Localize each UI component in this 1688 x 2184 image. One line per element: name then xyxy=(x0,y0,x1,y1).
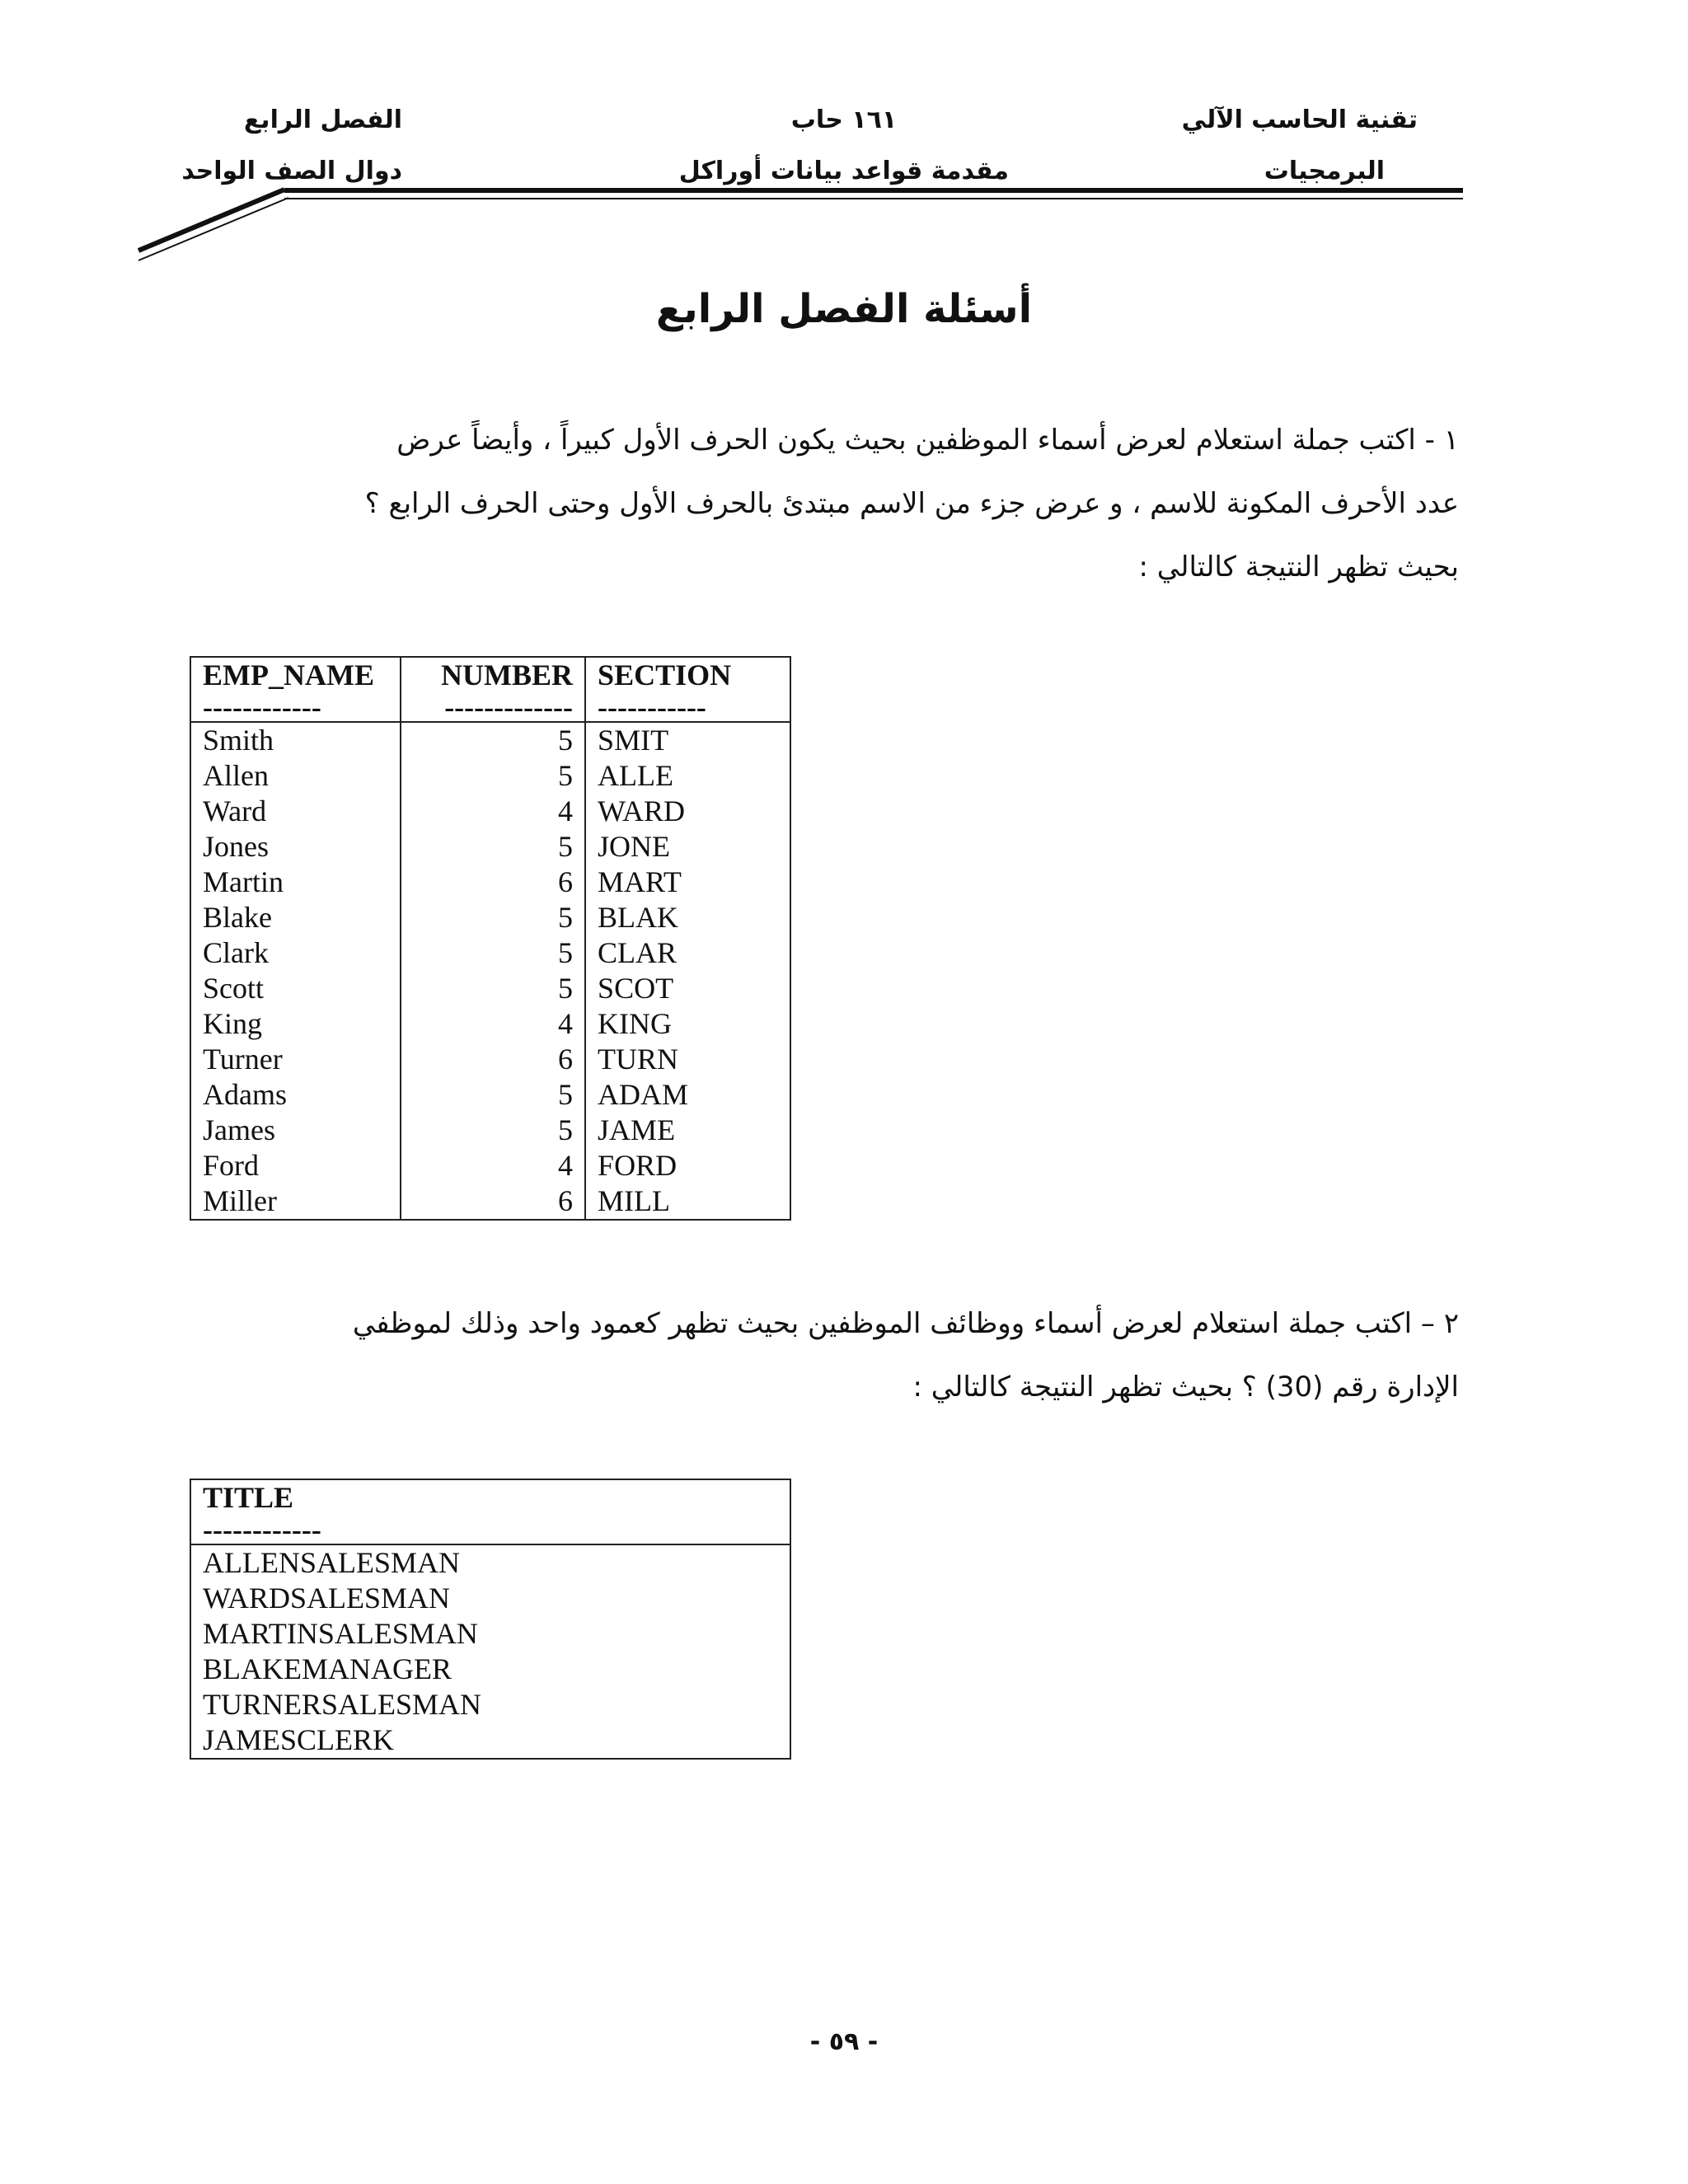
title-cell: TURNERSALESMAN xyxy=(203,1688,482,1721)
title-cell: BLAKEMANAGER xyxy=(203,1652,452,1685)
table-row xyxy=(190,1113,790,1148)
header-course-subtitle: البرمجيات xyxy=(1264,157,1385,185)
header-chapter: الفصل الرابع xyxy=(243,105,402,134)
number-cell: 5 xyxy=(401,1113,585,1148)
emp-name-cell: Blake xyxy=(203,901,272,934)
question-2 xyxy=(140,1292,1459,1419)
title-cell: MARTINSALESMAN xyxy=(203,1617,478,1650)
header-course-code: ١٦١ حاب xyxy=(790,105,898,134)
number-cell: 4 xyxy=(401,1148,585,1183)
emp-name-cell: Jones xyxy=(203,830,269,863)
column-dashes: ----------- xyxy=(585,693,790,722)
table-row xyxy=(190,935,790,971)
table-row xyxy=(190,971,790,1006)
section-cell: JAME xyxy=(585,1113,790,1148)
emp-name-cell: Ward xyxy=(203,794,267,827)
table-row xyxy=(190,1687,790,1722)
table-row xyxy=(190,865,790,900)
table-row xyxy=(190,1006,790,1042)
section-cell: BLAK xyxy=(585,900,790,935)
emp-name-cell: Adams xyxy=(203,1078,287,1111)
table-row xyxy=(190,1722,790,1759)
table-row xyxy=(190,900,790,935)
column-dashes: ------------ xyxy=(190,693,401,722)
section-cell: ALLE xyxy=(585,758,790,794)
emp-name-cell: King xyxy=(203,1007,262,1040)
question-1 xyxy=(140,409,1459,599)
section-cell: SCOT xyxy=(585,971,790,1006)
emp-name-cell: James xyxy=(203,1113,275,1146)
number-cell: 5 xyxy=(401,758,585,794)
section-cell: MART xyxy=(585,865,790,900)
emp-name-cell: Miller xyxy=(203,1184,277,1217)
table-row xyxy=(190,1581,790,1616)
table-row xyxy=(190,794,790,829)
title-cell: WARDSALESMAN xyxy=(203,1582,451,1615)
emp-name-cell: Martin xyxy=(203,865,284,898)
section-cell: MILL xyxy=(585,1183,790,1220)
page-number: - ٥٩ - xyxy=(809,2027,879,2056)
number-cell: 6 xyxy=(401,865,585,900)
table-row xyxy=(190,829,790,865)
table-row xyxy=(190,758,790,794)
header-course-title: تقنية الحاسب الآلي xyxy=(1181,105,1418,134)
header-rule-thin xyxy=(284,198,1463,199)
section-cell: WARD xyxy=(585,794,790,829)
section-cell: SMIT xyxy=(585,722,790,758)
header-rule-thick xyxy=(284,188,1463,193)
number-cell: 4 xyxy=(401,794,585,829)
emp-name-cell: Allen xyxy=(203,759,269,792)
header-rule-slant xyxy=(132,186,297,269)
result-table-2 xyxy=(190,1479,791,1760)
column-header-emp-name: EMP_NAME xyxy=(203,658,374,691)
section-cell: KING xyxy=(585,1006,790,1042)
title-cell: ALLENSALESMAN xyxy=(203,1546,460,1579)
section-cell: FORD xyxy=(585,1148,790,1183)
page-title: أسئلة الفصل الرابع xyxy=(655,286,1033,332)
header-chapter-topic: دوال الصف الواحد xyxy=(181,157,402,185)
number-cell: 4 xyxy=(401,1006,585,1042)
emp-name-cell: Scott xyxy=(203,972,265,1005)
number-cell: 5 xyxy=(401,829,585,865)
number-cell: 5 xyxy=(401,1077,585,1113)
column-dashes: ------------- xyxy=(401,693,585,722)
column-header-title: TITLE xyxy=(203,1481,294,1514)
table-row xyxy=(190,1652,790,1687)
table-row xyxy=(190,722,790,758)
table-row xyxy=(190,1183,790,1220)
table-row xyxy=(190,1077,790,1113)
section-cell: CLAR xyxy=(585,935,790,971)
number-cell: 6 xyxy=(401,1042,585,1077)
number-cell: 5 xyxy=(401,722,585,758)
number-cell: 5 xyxy=(401,971,585,1006)
emp-name-cell: Ford xyxy=(203,1149,260,1182)
question-1-line-2: عدد الأحرف المكونة للاسم ، و عرض جزء من الاسم مبتدئ بالحرف الأول وحتى الحرف الرابع ؟ xyxy=(364,487,1459,520)
number-cell: 6 xyxy=(401,1183,585,1220)
column-header-number: NUMBER xyxy=(401,657,585,693)
question-1-line-1: ١ - اكتب جملة استعلام لعرض أسماء الموظفين بحيث يكون الحرف الأول كبيراً ، وأيضاً عرض xyxy=(396,424,1459,457)
question-1-line-3: بحيث تظهر النتيجة كالتالي : xyxy=(1138,551,1459,583)
result-table-1 xyxy=(190,656,791,1221)
table-row xyxy=(190,1616,790,1652)
section-cell: TURN xyxy=(585,1042,790,1077)
question-2-line-2: الإدارة رقم (30) ؟ بحيث تظهر النتيجة كالتالي : xyxy=(912,1371,1459,1404)
number-cell: 5 xyxy=(401,935,585,971)
table-row xyxy=(190,1042,790,1077)
title-cell: JAMESCLERK xyxy=(203,1723,395,1756)
header-unit-title: مقدمة قواعد بيانات أوراكل xyxy=(678,157,1009,185)
number-cell: 5 xyxy=(401,900,585,935)
section-cell: ADAM xyxy=(585,1077,790,1113)
column-dashes: ------------ xyxy=(190,1516,790,1544)
emp-name-cell: Smith xyxy=(203,724,274,757)
emp-name-cell: Turner xyxy=(203,1043,283,1076)
table-row xyxy=(190,1148,790,1183)
emp-name-cell: Clark xyxy=(203,936,269,969)
table-row xyxy=(190,1544,790,1581)
section-cell: JONE xyxy=(585,829,790,865)
column-header-section: SECTION xyxy=(585,657,790,693)
question-2-line-1: ٢ – اكتب جملة استعلام لعرض أسماء ووظائف الموظفين بحيث تظهر كعمود واحد وذلك لموظفي xyxy=(352,1307,1459,1340)
